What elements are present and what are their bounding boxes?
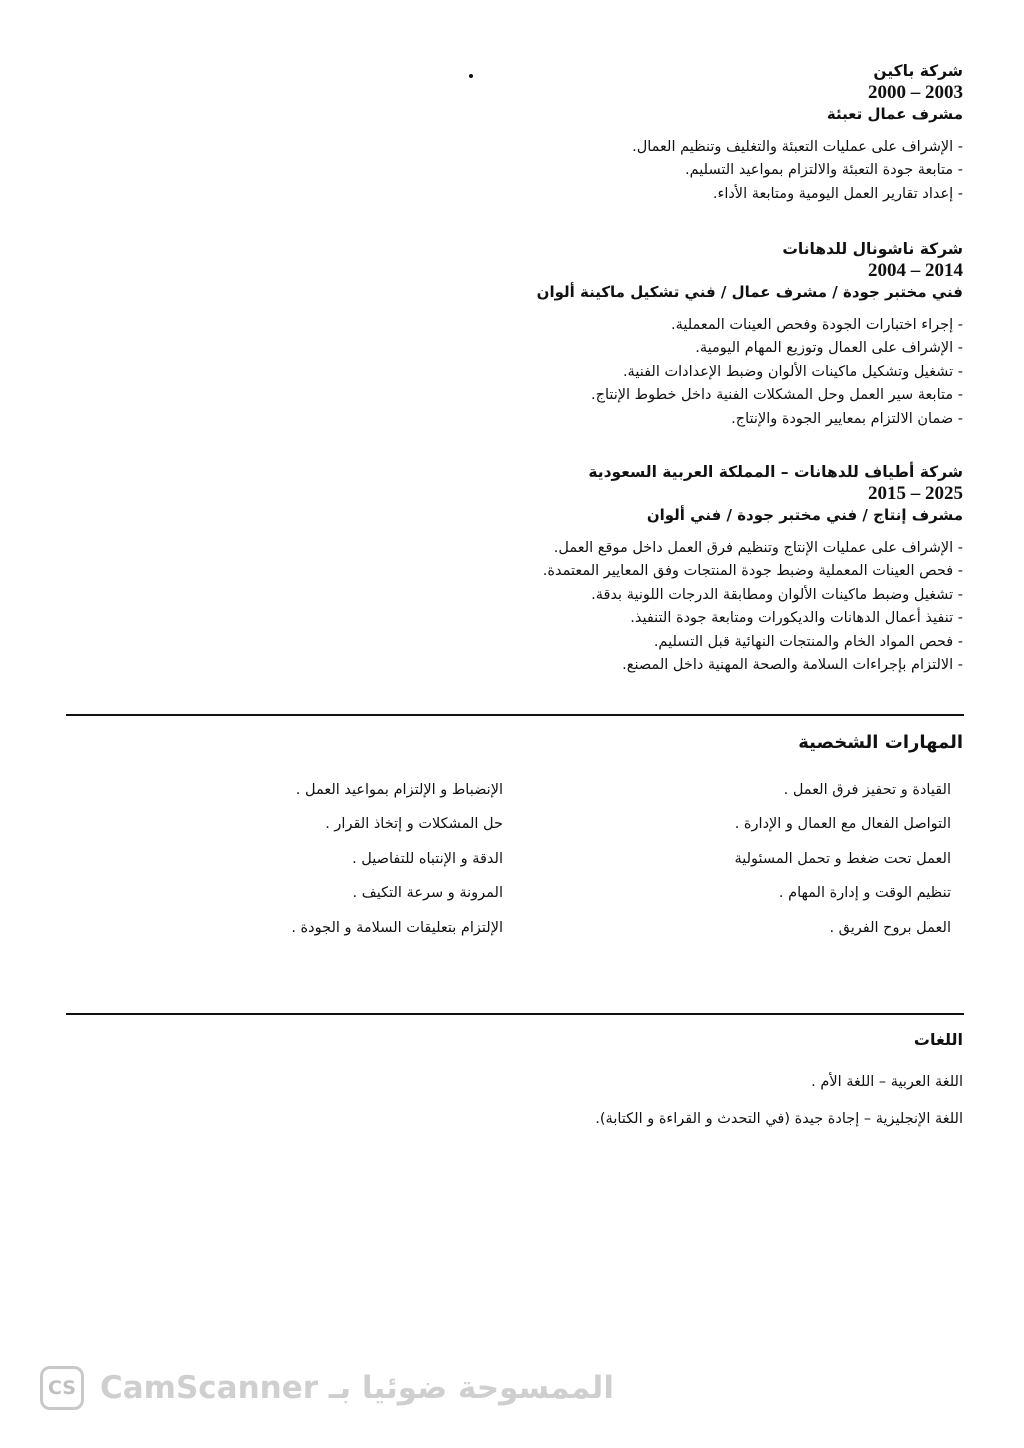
skill-item: العمل بروح الفريق . [829, 919, 951, 936]
company-name: شركة باكين [873, 62, 963, 80]
duty-item: - الإشراف على العمال وتوزيع المهام اليومية. [695, 340, 963, 357]
duty-item: - فحص المواد الخام والمنتجات النهائية قبل التسليم. [653, 633, 963, 650]
camscanner-logo-icon: CS [40, 1366, 84, 1410]
skill-item: الإلتزام بتعليقات السلامة و الجودة . [291, 919, 503, 936]
experience-entry [503, 238, 963, 431]
experience-entry [503, 60, 963, 206]
camscanner-watermark [40, 1366, 620, 1414]
language-item: اللغة العربية – اللغة الأم . [811, 1074, 963, 1090]
skill-item: حل المشكلات و إتخاذ القرار . [325, 816, 503, 833]
skill-item: العمل تحت ضغط و تحمل المسئولية [734, 850, 951, 867]
stray-dot [469, 74, 473, 78]
duty-item: - تنفيذ أعمال الدهانات والديكورات ومتابعة جودة التنفيذ. [630, 610, 963, 627]
duties-list [403, 136, 963, 206]
skills-column-left [173, 779, 503, 951]
employment-years: 2015 – 2025 [868, 483, 963, 504]
duty-item: - إعداد تقارير العمل اليومية ومتابعة الأداء. [712, 185, 963, 202]
duty-item: - فحص العينات المعملية وضبط جودة المنتجات وفق المعايير المعتمدة. [542, 563, 963, 580]
duties-list [403, 314, 963, 431]
duty-item: - ضمان الالتزام بمعايير الجودة والإنتاج. [731, 410, 963, 427]
skill-item: المرونة و سرعة التكيف . [352, 885, 503, 902]
job-title: فني مختبر جودة / مشرف عمال / فني تشكيل ماكينة ألوان [536, 283, 963, 301]
duty-item: - تشغيل وضبط ماكينات الألوان ومطابقة الدرجات اللونية بدقة. [591, 586, 963, 603]
company-name: شركة ناشونال للدهانات [782, 240, 963, 258]
company-name: شركة أطياف للدهانات – المملكة العربية السعودية [588, 463, 963, 481]
section-divider [66, 714, 964, 716]
watermark-text: الممسوحة ضوئيا بـ CamScanner [100, 1370, 614, 1406]
languages-heading: اللغات [913, 1030, 963, 1049]
languages-list [363, 1071, 963, 1145]
skill-item: الدقة و الإنتباه للتفاصيل . [352, 850, 503, 867]
employment-years: 2004 – 2014 [868, 260, 963, 281]
language-item: اللغة الإنجليزية – إجادة جيدة (في التحدث و القراءة و الكتابة). [595, 1111, 963, 1127]
job-title: مشرف عمال تعبئة [826, 105, 963, 123]
job-title: مشرف إنتاج / فني مختبر جودة / فني ألوان [646, 506, 963, 524]
skills-column-right [621, 779, 951, 951]
duty-item: - الإشراف على عمليات التعبئة والتغليف وتنظيم العمال. [632, 139, 963, 155]
duty-item: - الالتزام بإجراءات السلامة والصحة المهنية داخل المصنع. [622, 657, 963, 674]
skills-heading: المهارات الشخصية [798, 732, 963, 753]
duty-item: - إجراء اختبارات الجودة وفحص العينات المعملية. [670, 317, 963, 333]
duty-item: - متابعة جودة التعبئة والالتزام بمواعيد التسليم. [685, 162, 963, 179]
section-divider [66, 1013, 964, 1015]
duty-item: - متابعة سير العمل وحل المشكلات الفنية داخل خطوط الإنتاج. [590, 387, 963, 404]
skill-item: الإنضباط و الإلتزام بمواعيد العمل . [295, 782, 503, 798]
duties-list [403, 537, 963, 677]
skill-item: القيادة و تحفيز فرق العمل . [783, 782, 951, 798]
duty-item: - تشغيل وتشكيل ماكينات الألوان وضبط الإعدادات الفنية. [622, 363, 963, 380]
employment-years: 2000 – 2003 [868, 82, 963, 103]
skill-item: التواصل الفعال مع العمال و الإدارة . [734, 816, 951, 833]
skill-item: تنظيم الوقت و إدارة المهام . [778, 885, 951, 902]
experience-entry [503, 461, 963, 677]
duty-item: - الإشراف على عمليات الإنتاج وتنظيم فرق العمل داخل موقع العمل. [553, 540, 963, 556]
